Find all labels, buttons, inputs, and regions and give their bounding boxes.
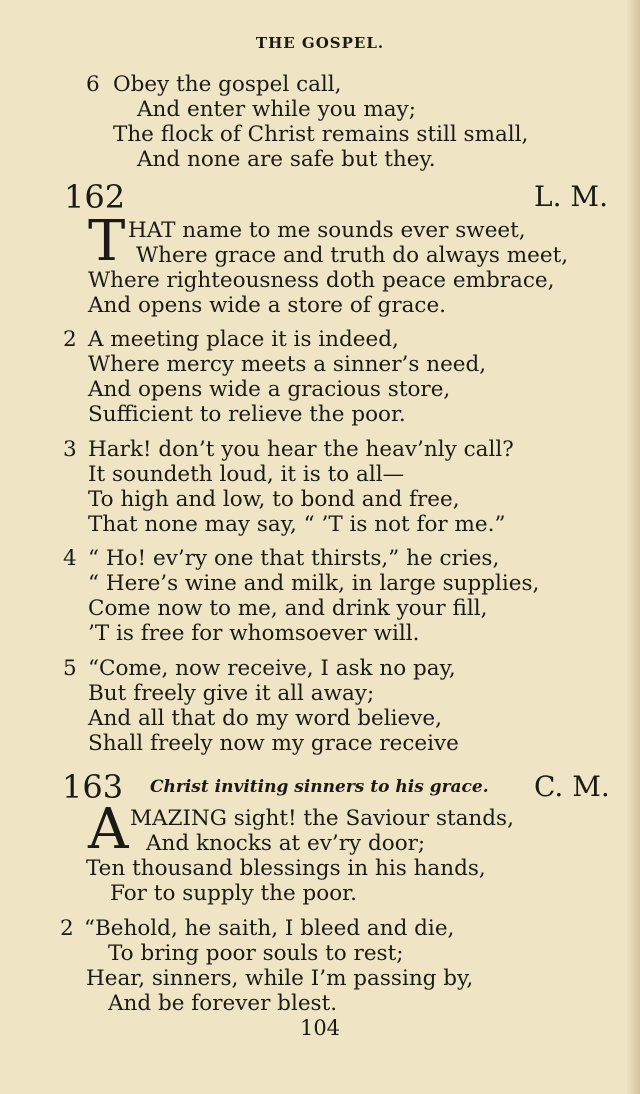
verse-line: To bring poor souls to rest; — [108, 941, 404, 966]
hymn-number: 162 — [64, 178, 126, 216]
verse-line: But freely give it all away; — [88, 681, 375, 706]
hymn-subtitle: Christ inviting sinners to his grace. — [150, 777, 489, 797]
stanza-number: 5 — [63, 656, 77, 681]
page-number: 104 — [299, 1016, 341, 1040]
drop-cap: A — [88, 797, 129, 862]
drop-cap: T — [88, 209, 126, 274]
verse-line: ’T is free for whomsoever will. — [88, 621, 420, 646]
verse-line: Obey the gospel call, — [113, 72, 342, 97]
verse-line: And opens wide a gracious store, — [88, 377, 451, 402]
hymn-meter: L. M. — [534, 180, 608, 213]
verse-line: To high and low, to bond and free, — [88, 487, 460, 512]
verse-line: “Behold, he saith, I bleed and die, — [84, 916, 455, 941]
verse-line: That none may say, “ ’T is not for me.” — [88, 512, 506, 537]
verse-line: It soundeth loud, it is to all— — [88, 462, 405, 487]
verse-line: Where mercy meets a sinner’s need, — [88, 352, 487, 377]
verse-line: Ten thousand blessings in his hands, — [86, 856, 486, 881]
verse-line: And be forever blest. — [108, 991, 338, 1016]
verse-line: HAT name to me sounds ever sweet, — [128, 218, 526, 243]
running-head: THE GOSPEL. — [255, 34, 385, 52]
verse-line: Hear, sinners, while I’m passing by, — [86, 966, 474, 991]
verse-line: Shall freely now my grace receive — [88, 731, 459, 756]
hymn-meter: C. M. — [534, 770, 610, 803]
stanza-number: 2 — [60, 916, 74, 941]
verse-line: And none are safe but they. — [137, 147, 436, 172]
verse-line: MAZING sight! the Saviour stands, — [130, 806, 514, 831]
verse-line: And all that do my word believe, — [88, 706, 442, 731]
stanza-number: 6 — [86, 72, 100, 97]
stanza-number: 4 — [63, 546, 77, 571]
verse-line: The flock of Christ remains still small, — [113, 122, 529, 147]
verse-line: “ Here’s wine and milk, in large supplies, — [88, 571, 540, 596]
verse-line: And enter while you may; — [137, 97, 416, 122]
verse-line: Hark! don’t you hear the heav’nly call? — [88, 437, 514, 462]
verse-line: And knocks at ev’ry door; — [146, 831, 426, 856]
stanza-number: 2 — [63, 327, 77, 352]
verse-line: “ Ho! ev’ry one that thirsts,” he cries, — [88, 546, 500, 571]
page-edge-shadow — [626, 0, 640, 1094]
hymn-number: 163 — [62, 768, 124, 806]
stanza-number: 3 — [63, 437, 77, 462]
verse-line: And opens wide a store of grace. — [88, 293, 447, 318]
verse-line: Where grace and truth do always meet, — [136, 243, 569, 268]
verse-line: Where righteousness doth peace embrace, — [88, 268, 555, 293]
verse-line: “Come, now receive, I ask no pay, — [88, 656, 456, 681]
verse-line: For to supply the poor. — [110, 881, 357, 906]
verse-line: Come now to me, and drink your fill, — [88, 596, 488, 621]
verse-line: A meeting place it is indeed, — [88, 327, 399, 352]
verse-line: Sufficient to relieve the poor. — [88, 402, 406, 427]
